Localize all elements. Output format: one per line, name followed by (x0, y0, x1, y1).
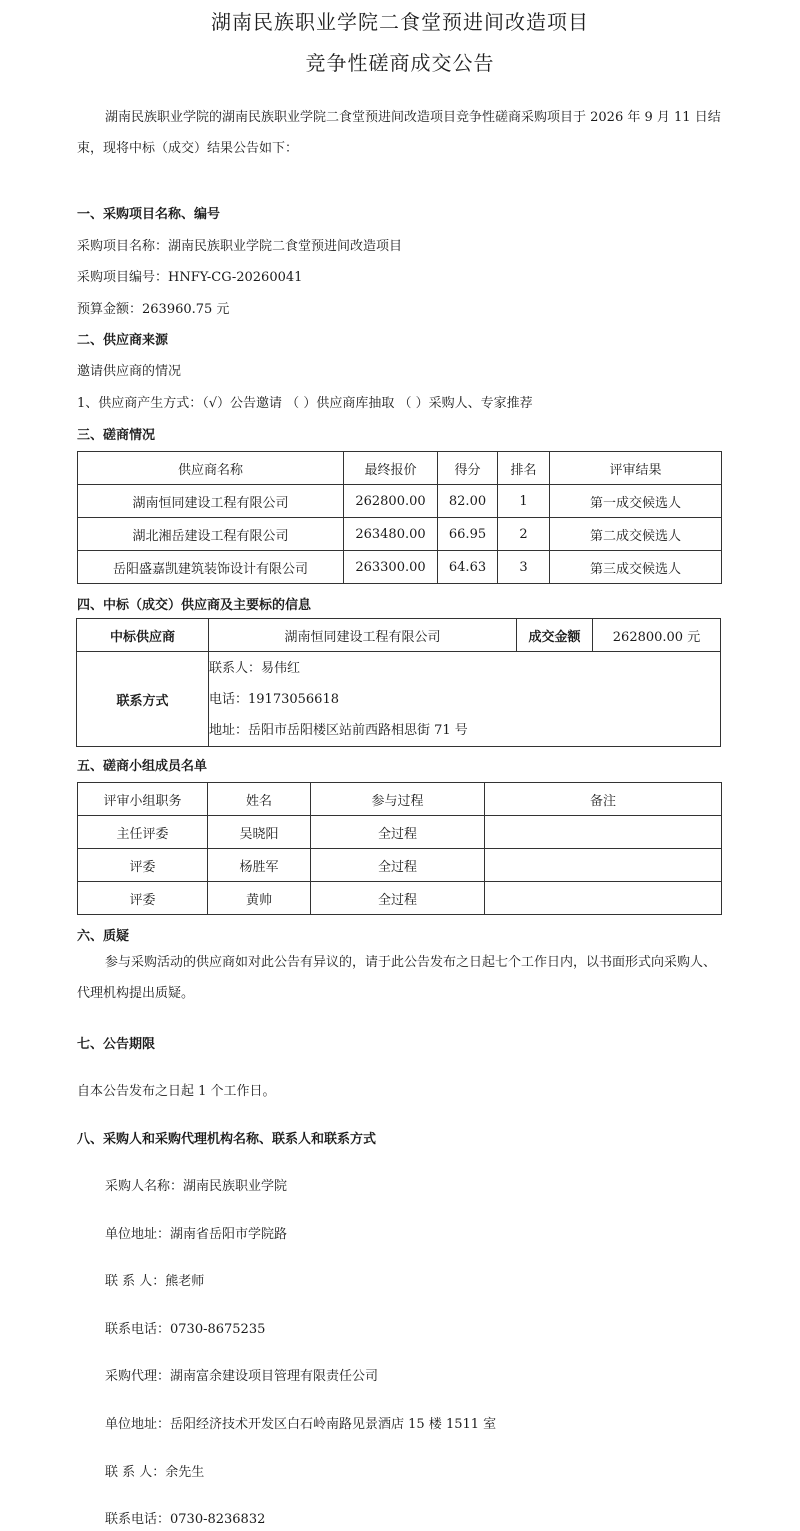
section2-heading: 二、供应商来源 (77, 333, 169, 348)
section5-heading: 五、磋商小组成员名单 (77, 759, 208, 774)
amount-label-cell: 成交金额 (517, 619, 593, 652)
rank-cell: 3 (498, 551, 550, 584)
member-name-cell: 黄帅 (208, 882, 311, 915)
column-header: 参与过程 (311, 783, 485, 816)
objection-paragraph: 参与采购活动的供应商如对此公告有异议的，请于此公告发布之日起七个工作日内，以书面形式向采购人、代理机构提出质疑。 (77, 955, 717, 1001)
winner-address: 地址：岳阳市岳阳楼区站前西路相思街 71 号 (209, 722, 468, 738)
table-header-row (78, 783, 722, 816)
role-cell: 评委 (78, 882, 208, 915)
section4-heading: 四、中标（成交）供应商及主要标的信息 (77, 598, 312, 613)
winner-phone: 电话：19173056618 (209, 691, 339, 707)
agency-address: 单位地址：岳阳经济技术开发区白石岭南路见景酒店 15 楼 1511 室 (105, 1417, 497, 1432)
member-name-cell: 吴晓阳 (208, 816, 311, 849)
purchaser-name: 采购人名称：湖南民族职业学院 (105, 1179, 288, 1194)
score-cell: 82.00 (438, 485, 498, 518)
column-header: 排名 (498, 452, 550, 485)
winner-contact-person: 联系人：易伟红 (209, 660, 301, 676)
table-row (78, 849, 722, 882)
column-header: 供应商名称 (78, 452, 344, 485)
rank-cell: 1 (498, 485, 550, 518)
amount-value-cell: 262800.00 元 (593, 619, 721, 652)
participation-cell: 全过程 (311, 816, 485, 849)
winner-label-cell: 中标供应商 (77, 619, 209, 652)
budget-amount: 预算金额：263960.75 元 (77, 302, 230, 317)
agency-contact-person: 联 系 人：余先生 (105, 1465, 205, 1480)
role-cell: 评委 (78, 849, 208, 882)
final-price-cell: 263480.00 (344, 518, 438, 551)
supplier-name-cell: 湖北湘岳建设工程有限公司 (78, 518, 344, 551)
column-header: 最终报价 (344, 452, 438, 485)
remark-cell (485, 816, 722, 849)
supplier-source-line2: 1、供应商产生方式：（√）公告邀请 （ ）供应商库抽取 （ ）采购人、专家推荐 (77, 396, 533, 411)
announcement-title-line1: 湖南民族职业学院二食堂预进间改造项目 (211, 10, 589, 34)
supplier-name-cell: 湖南恒同建设工程有限公司 (78, 485, 344, 518)
column-header: 姓名 (208, 783, 311, 816)
participation-cell: 全过程 (311, 849, 485, 882)
section8-heading: 八、采购人和采购代理机构名称、联系人和联系方式 (77, 1132, 377, 1147)
project-name: 采购项目名称：湖南民族职业学院二食堂预进间改造项目 (77, 239, 403, 254)
purchaser-contact-person: 联 系 人：熊老师 (105, 1274, 205, 1289)
intro-paragraph: 湖南民族职业学院的湖南民族职业学院二食堂预进间改造项目竞争性磋商采购项目于 2026 年 9 月 11 日结束，现将中标（成交）结果公告如下： (77, 110, 721, 156)
winning-supplier-table (76, 618, 721, 747)
contact-label-cell: 联系方式 (77, 652, 209, 747)
supplier-name-cell: 岳阳盛嘉凯建筑装饰设计有限公司 (78, 551, 344, 584)
winner-row (77, 619, 721, 652)
rank-cell: 2 (498, 518, 550, 551)
participation-cell: 全过程 (311, 882, 485, 915)
table-header-row (78, 452, 722, 485)
final-price-cell: 263300.00 (344, 551, 438, 584)
table-row (78, 551, 722, 584)
final-price-cell: 262800.00 (344, 485, 438, 518)
section6-heading: 六、质疑 (77, 929, 130, 944)
project-number: 采购项目编号：HNFY-CG-20260041 (77, 270, 303, 285)
announcement-title-line2: 竞争性磋商成交公告 (305, 51, 495, 75)
announcement-period-text: 自本公告发布之日起 1 个工作日。 (77, 1084, 276, 1099)
table-row (78, 816, 722, 849)
panel-members-table (77, 782, 722, 915)
table-row (78, 882, 722, 915)
contact-details-cell (209, 652, 721, 747)
section7-heading: 七、公告期限 (77, 1037, 156, 1052)
section3-heading: 三、磋商情况 (77, 428, 156, 443)
remark-cell (485, 882, 722, 915)
remark-cell (485, 849, 722, 882)
column-header: 备注 (485, 783, 722, 816)
purchaser-address: 单位地址：湖南省岳阳市学院路 (105, 1227, 288, 1242)
section1-heading: 一、采购项目名称、编号 (77, 207, 221, 222)
agency-phone: 联系电话：0730-8236832 (105, 1512, 266, 1527)
table-row (78, 485, 722, 518)
review-result-cell: 第二成交候选人 (550, 518, 722, 551)
contact-row (77, 652, 721, 747)
score-cell: 66.95 (438, 518, 498, 551)
column-header: 得分 (438, 452, 498, 485)
column-header: 评审小组职务 (78, 783, 208, 816)
agency-name: 采购代理：湖南富余建设项目管理有限责任公司 (105, 1369, 379, 1384)
purchaser-phone: 联系电话：0730-8675235 (105, 1322, 266, 1337)
supplier-source-line1: 邀请供应商的情况 (77, 364, 182, 379)
score-cell: 64.63 (438, 551, 498, 584)
table-row (78, 518, 722, 551)
review-result-cell: 第一成交候选人 (550, 485, 722, 518)
review-result-cell: 第三成交候选人 (550, 551, 722, 584)
winner-name-cell: 湖南恒同建设工程有限公司 (209, 619, 517, 652)
member-name-cell: 杨胜军 (208, 849, 311, 882)
negotiation-results-table (77, 451, 722, 584)
column-header: 评审结果 (550, 452, 722, 485)
role-cell: 主任评委 (78, 816, 208, 849)
